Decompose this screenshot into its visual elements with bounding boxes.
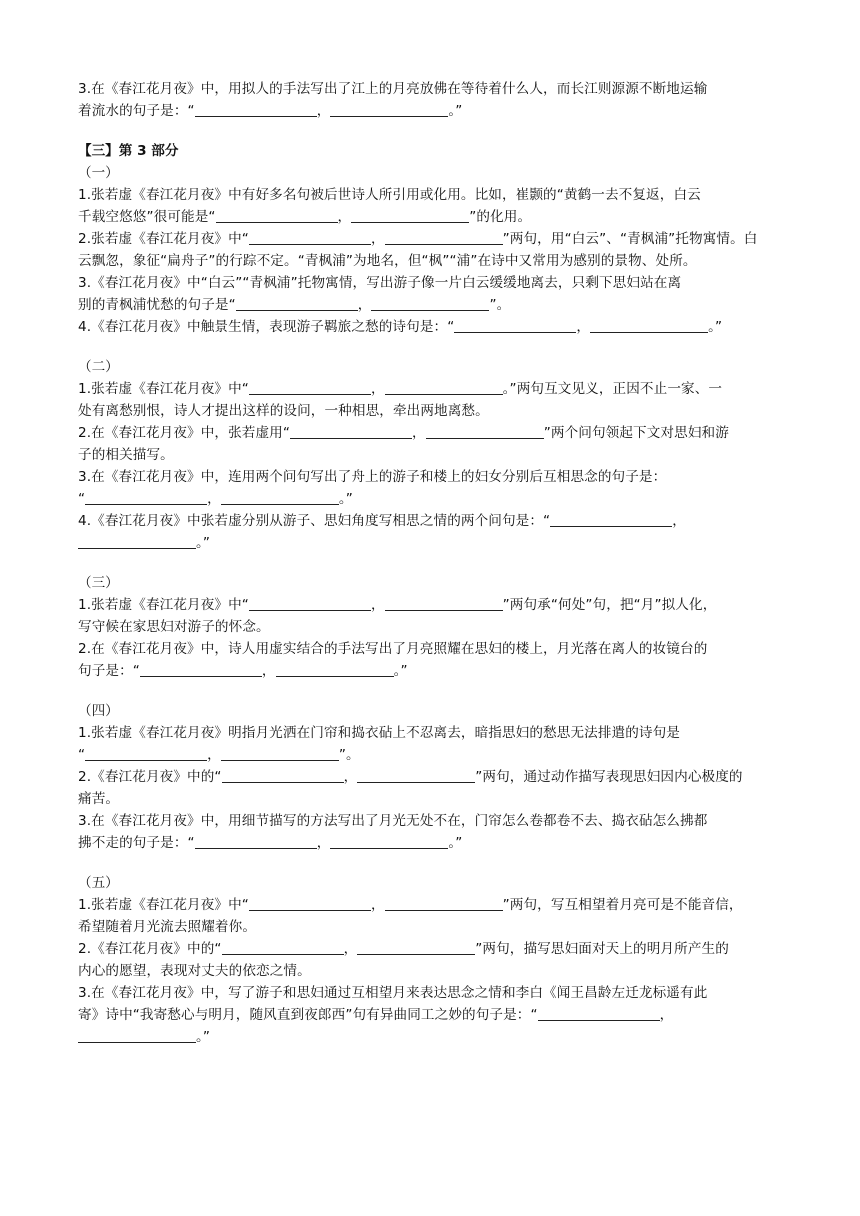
question-text: 1.张若虚《春江花月夜》中“ xyxy=(78,381,249,397)
answer-blank[interactable] xyxy=(371,296,489,311)
question-text: ， xyxy=(370,231,385,247)
question-line xyxy=(78,1004,784,1026)
question-text: ”两个问句领起下文对思妇和游 xyxy=(543,425,729,441)
question-text: ”两句承“何处”句，把“月”拟人化， xyxy=(502,597,717,613)
answer-blank[interactable] xyxy=(195,102,317,117)
question-line xyxy=(78,938,784,960)
question-text: ， xyxy=(343,941,358,957)
question-text: 。” xyxy=(448,835,463,851)
question-line xyxy=(78,960,784,982)
question-text: 内心的愿望，表现对丈夫的依恋之情。 xyxy=(78,963,311,979)
question-text: 。” xyxy=(708,319,723,335)
question-text: ， xyxy=(316,103,331,119)
question-text: 1.张若虚《春江花月夜》明指月光洒在门帘和捣衣砧上不忍离去，暗指思妇的愁思无法排遣的诗句是 xyxy=(78,725,680,741)
part-label: （四） xyxy=(78,703,119,719)
question-text: ， xyxy=(672,513,686,529)
section-title: 【三】第 3 部分 xyxy=(78,143,179,159)
question-text: 2.《春江花月夜》中的“ xyxy=(78,941,222,957)
question-line xyxy=(78,250,784,272)
question-line xyxy=(78,510,784,532)
question-text: 。” xyxy=(338,491,353,507)
answer-blank[interactable] xyxy=(249,230,371,245)
answer-blank[interactable] xyxy=(385,596,503,611)
question-line xyxy=(78,422,784,444)
answer-blank[interactable] xyxy=(140,662,262,677)
question-line xyxy=(78,660,784,682)
question-text: 写守候在家思妇对游子的怀念。 xyxy=(78,619,270,635)
answer-blank[interactable] xyxy=(590,318,708,333)
question-line xyxy=(78,744,784,766)
question-text: ”的化用。 xyxy=(469,209,532,225)
question-line xyxy=(78,894,784,916)
question-line xyxy=(78,78,784,100)
question-text: 3.在《春江花月夜》中，用细节描写的方法写出了月光无处不在，门帘怎么卷都卷不去、捣衣砧怎么拂都 xyxy=(78,813,708,829)
question-text: 云飘忽，象征“扁舟子”的行踪不定。“青枫浦”为地名，但“枫”“浦”在诗中又常用为感别的景物、处所。 xyxy=(78,253,697,269)
question-line xyxy=(78,444,784,466)
question-text: 1.张若虚《春江花月夜》中“ xyxy=(78,597,249,613)
answer-blank[interactable] xyxy=(78,1028,196,1043)
answer-blank[interactable] xyxy=(351,208,469,223)
question-text: 别的青枫浦忧愁的句子是“ xyxy=(78,297,236,313)
question-text: ， xyxy=(261,663,276,679)
question-text: 千载空悠悠”很可能是“ xyxy=(78,209,216,225)
question-text: “ xyxy=(78,747,86,763)
question-text: ”。 xyxy=(338,747,360,763)
answer-blank[interactable] xyxy=(385,380,503,395)
answer-blank[interactable] xyxy=(249,380,371,395)
question-text: ， xyxy=(316,835,331,851)
question-line xyxy=(78,638,784,660)
question-text: 拂不走的句子是：“ xyxy=(78,835,195,851)
answer-blank[interactable] xyxy=(236,296,358,311)
question-line xyxy=(78,184,784,206)
question-text: 。” xyxy=(448,103,463,119)
question-text: 。” xyxy=(196,1029,211,1045)
question-text: 寄》诗中“我寄愁心与明月，随风直到夜郎西”句有异曲同工之妙的句子是：“ xyxy=(78,1007,538,1023)
question-text: ”两句，用“白云”、“青枫浦”托物寓情。白 xyxy=(502,231,758,247)
question-text: ， xyxy=(659,1007,674,1023)
answer-blank[interactable] xyxy=(290,424,412,439)
question-line xyxy=(78,832,784,854)
question-text: 3.在《春江花月夜》中，用拟人的手法写出了江上的月亮放佛在等待着什么人，而长江则源源不断地运输 xyxy=(78,81,708,97)
question-text: 4.《春江花月夜》中张若虚分别从游子、思妇角度写相思之情的两个问句是：“ xyxy=(78,513,551,529)
answer-blank[interactable] xyxy=(385,230,503,245)
answer-blank[interactable] xyxy=(221,746,339,761)
answer-blank[interactable] xyxy=(330,834,448,849)
answer-blank[interactable] xyxy=(357,940,475,955)
question-text: ， xyxy=(357,297,372,313)
question-line xyxy=(78,982,784,1004)
question-text: ”两句，描写思妇面对天上的明月所产生的 xyxy=(475,941,729,957)
question-text: ， xyxy=(207,747,221,763)
question-text: 2.在《春江花月夜》中，张若虚用“ xyxy=(78,425,291,441)
question-text: 1.张若虚《春江花月夜》中“ xyxy=(78,897,249,913)
answer-blank[interactable] xyxy=(221,490,339,505)
question-text: 1.张若虚《春江花月夜》中有好多名句被后世诗人所引用或化用。比如，崔颢的“黄鹤一去不复返，白云 xyxy=(78,187,701,203)
question-text: ”两句，通过动作描写表现思妇因内心极度的 xyxy=(475,769,743,785)
question-text: ， xyxy=(412,425,426,441)
answer-blank[interactable] xyxy=(222,940,344,955)
question-text: 2.《春江花月夜》中的“ xyxy=(78,769,222,785)
question-text: 着流水的句子是：“ xyxy=(78,103,195,119)
answer-blank[interactable] xyxy=(426,424,544,439)
question-text: ， xyxy=(207,491,221,507)
question-text: 处有离愁别恨，诗人才提出这样的设问，一种相思，牵出两地离愁。 xyxy=(78,403,489,419)
question-text: 2.在《春江花月夜》中，诗人用虚实结合的手法写出了月亮照耀在思妇的楼上，月光落在离人的妆镜台的 xyxy=(78,641,708,657)
answer-blank[interactable] xyxy=(385,896,503,911)
part-label: （一） xyxy=(78,165,119,181)
question-text: 。” xyxy=(393,663,408,679)
question-text: ”。 xyxy=(489,297,511,313)
question-line xyxy=(78,616,784,638)
worksheet-page xyxy=(78,78,784,1048)
question-line xyxy=(78,766,784,788)
question-line xyxy=(78,466,784,488)
question-text: 痛苦。 xyxy=(78,791,120,807)
question-text: 句子是：“ xyxy=(78,663,140,679)
question-line xyxy=(78,788,784,810)
answer-blank[interactable] xyxy=(85,746,207,761)
answer-blank[interactable] xyxy=(330,102,448,117)
question-text: 子的相关描写。 xyxy=(78,447,174,463)
answer-blank[interactable] xyxy=(538,1006,660,1021)
part-label: （三） xyxy=(78,575,119,591)
question-line xyxy=(78,378,784,400)
question-text: 2.张若虚《春江花月夜》中“ xyxy=(78,231,249,247)
question-text: 3.在《春江花月夜》中，写了游子和思妇通过互相望月来表达思念之情和李白《闻王昌龄左迁龙标遥有此 xyxy=(78,985,708,1001)
question-line xyxy=(78,206,784,228)
question-text: ， xyxy=(576,319,591,335)
question-text: 3.在《春江花月夜》中，连用两个问句写出了舟上的游子和楼上的妇女分别后互相思念的句子是： xyxy=(78,469,667,485)
answer-blank[interactable] xyxy=(550,512,672,527)
question-line xyxy=(78,488,784,510)
question-text: 希望随着月光流去照耀着你。 xyxy=(78,919,257,935)
part-label: （二） xyxy=(78,359,119,375)
question-text: ”两句，写互相望着月亮可是不能音信， xyxy=(502,897,743,913)
question-line xyxy=(78,1026,784,1048)
question-text: “ xyxy=(78,491,86,507)
question-text: ， xyxy=(343,769,358,785)
question-line xyxy=(78,916,784,938)
question-line xyxy=(78,810,784,832)
question-line xyxy=(78,316,784,338)
question-text: ， xyxy=(370,897,385,913)
question-line xyxy=(78,228,784,250)
question-line xyxy=(78,594,784,616)
question-line xyxy=(78,100,784,122)
answer-blank[interactable] xyxy=(216,208,338,223)
question-text: ， xyxy=(337,209,352,225)
answer-blank[interactable] xyxy=(222,768,344,783)
answer-blank[interactable] xyxy=(249,896,371,911)
question-line xyxy=(78,532,784,554)
question-text: ， xyxy=(370,381,385,397)
question-line xyxy=(78,272,784,294)
question-line xyxy=(78,400,784,422)
answer-blank[interactable] xyxy=(78,534,196,549)
answer-blank[interactable] xyxy=(454,318,576,333)
answer-blank[interactable] xyxy=(357,768,475,783)
answer-blank[interactable] xyxy=(276,662,394,677)
question-text: 。”两句互文见义，正因不止一家、一 xyxy=(502,381,723,397)
question-line xyxy=(78,294,784,316)
answer-blank[interactable] xyxy=(249,596,371,611)
part-label: （五） xyxy=(78,875,119,891)
answer-blank[interactable] xyxy=(85,490,207,505)
question-text: 4.《春江花月夜》中触景生情，表现游子羁旅之愁的诗句是：“ xyxy=(78,319,455,335)
question-text: 。” xyxy=(196,535,211,551)
question-text: ， xyxy=(370,597,385,613)
question-text: 3.《春江花月夜》中“白云”“青枫浦”托物寓情，写出游子像一片白云缓缓地离去，只剩下思妇站在离 xyxy=(78,275,682,291)
question-line xyxy=(78,722,784,744)
answer-blank[interactable] xyxy=(195,834,317,849)
